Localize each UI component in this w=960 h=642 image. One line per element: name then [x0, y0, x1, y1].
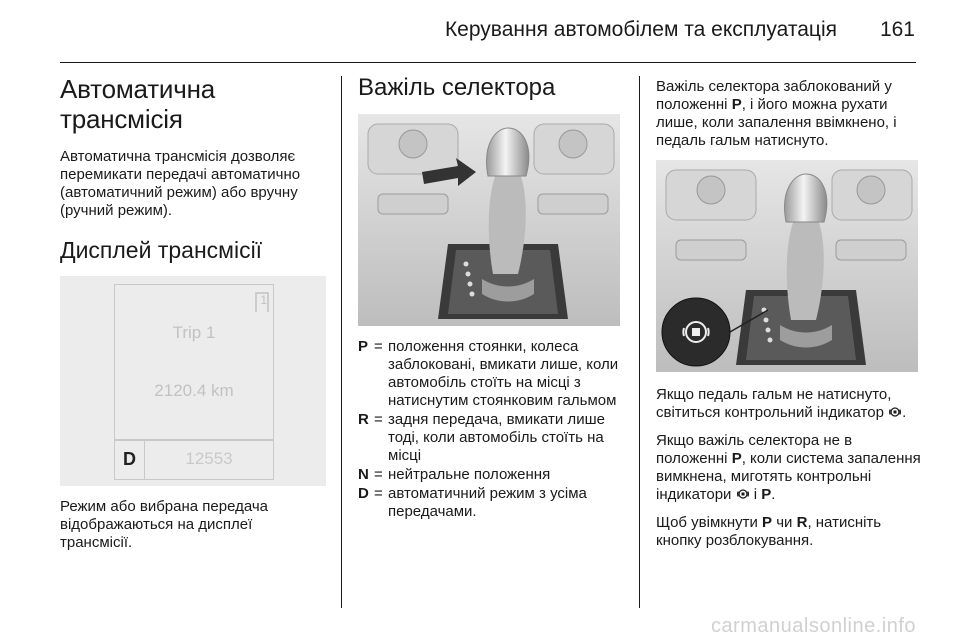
text-fragment: . — [771, 486, 776, 503]
definition-equals: = — [374, 485, 383, 502]
gear-letter: R — [796, 514, 808, 531]
brake-paragraph — [656, 386, 924, 422]
definition-row — [358, 485, 626, 521]
odometer-value: 12553 — [185, 449, 233, 468]
display-heading: Дисплей трансмісії — [60, 237, 263, 263]
text-fragment: Якщо важіль селектора не в положенні — [656, 432, 853, 467]
gear-letter: P — [731, 96, 742, 113]
definition-equals: = — [374, 338, 383, 355]
column-automatic-transmission — [60, 74, 326, 562]
text-fragment: , і його можна рухати лише, коли запалення ввімкнено, і педаль гальм натиснуто. — [656, 96, 897, 149]
definition-key: D — [358, 485, 369, 502]
definition-key: R — [358, 411, 369, 428]
page-number: 161 — [879, 18, 915, 41]
definition-text: автоматичний режим з усіма передачами. — [388, 485, 587, 520]
heading-line: трансмісія — [60, 104, 183, 134]
brake-foot-indicator-icon — [888, 405, 902, 419]
definition-equals: = — [374, 411, 383, 428]
selector-lever-illustration — [358, 114, 620, 326]
gear-indicator: D — [115, 439, 145, 479]
tab-number: 1 — [260, 293, 267, 307]
page-header — [60, 14, 915, 50]
text-fragment: Щоб увімкнути — [656, 514, 763, 531]
heading-line: Автоматична — [60, 74, 216, 104]
definition-text: задня передача, вмикати лише тоді, коли автомобіль стоїть на місці — [388, 411, 605, 464]
definition-equals: = — [374, 466, 383, 483]
definition-key: P — [358, 338, 369, 355]
transmission-display-illustration — [60, 276, 326, 486]
text-fragment: Якщо педаль гальм не натиснуто, світиться контрольний індикатор — [656, 386, 892, 421]
unlock-paragraph — [656, 514, 924, 550]
brake-foot-indicator-icon — [736, 487, 750, 501]
trip-label: Trip 1 — [172, 323, 216, 342]
unlock-button-illustration — [656, 160, 918, 372]
lock-paragraph — [656, 78, 924, 150]
display-screen — [114, 284, 274, 480]
gear-letter: P — [761, 486, 772, 503]
definition-text: нейтральне положення — [388, 466, 551, 483]
column-divider — [639, 76, 640, 608]
column-selector-lever — [358, 74, 626, 522]
intro-paragraph: Автоматична трансмісія дозволяє перемикати передачі автоматично (автоматичний режим) або вручну (ручний режим). — [60, 148, 301, 219]
header-rule — [60, 62, 916, 63]
definition-key: N — [358, 466, 369, 483]
definition-text: положення стоянки, колеса заблоковані, вмикати лише, коли автомобіль стоїть на місці з натиснутим стоянковим гальмом — [388, 338, 619, 409]
watermark: carmanualsonline.info — [710, 615, 916, 637]
definition-row — [358, 338, 626, 410]
gear-letter: P — [731, 450, 742, 467]
text-fragment: чи — [772, 514, 797, 531]
header-title: Керування автомобілем та експлуатація — [444, 18, 837, 41]
column-divider — [341, 76, 342, 608]
unlock-button-photo — [656, 160, 918, 372]
selector-heading: Важіль селектора — [358, 74, 556, 101]
text-fragment: , коли система запалення вимкнена, миготять контрольні індикатори — [656, 450, 921, 503]
display-caption: Режим або вибрана передача відображаються на дисплеї трансмісії. — [60, 498, 269, 551]
ignition-paragraph — [656, 432, 924, 504]
definition-row — [358, 411, 626, 465]
text-fragment: . — [902, 404, 907, 421]
text-fragment: , натисніть кнопку розблокування. — [656, 514, 882, 549]
column-lock-info — [656, 78, 924, 560]
gear-definitions — [358, 338, 626, 521]
gear-letter: P — [762, 514, 773, 531]
trip-value: 2120.4 km — [154, 381, 234, 400]
section-heading — [60, 74, 326, 134]
text-fragment: Важіль селектора заблокований у положенні — [656, 78, 892, 113]
text-fragment: і — [749, 486, 762, 503]
selector-lever-photo — [358, 114, 620, 326]
definition-row — [358, 466, 626, 484]
